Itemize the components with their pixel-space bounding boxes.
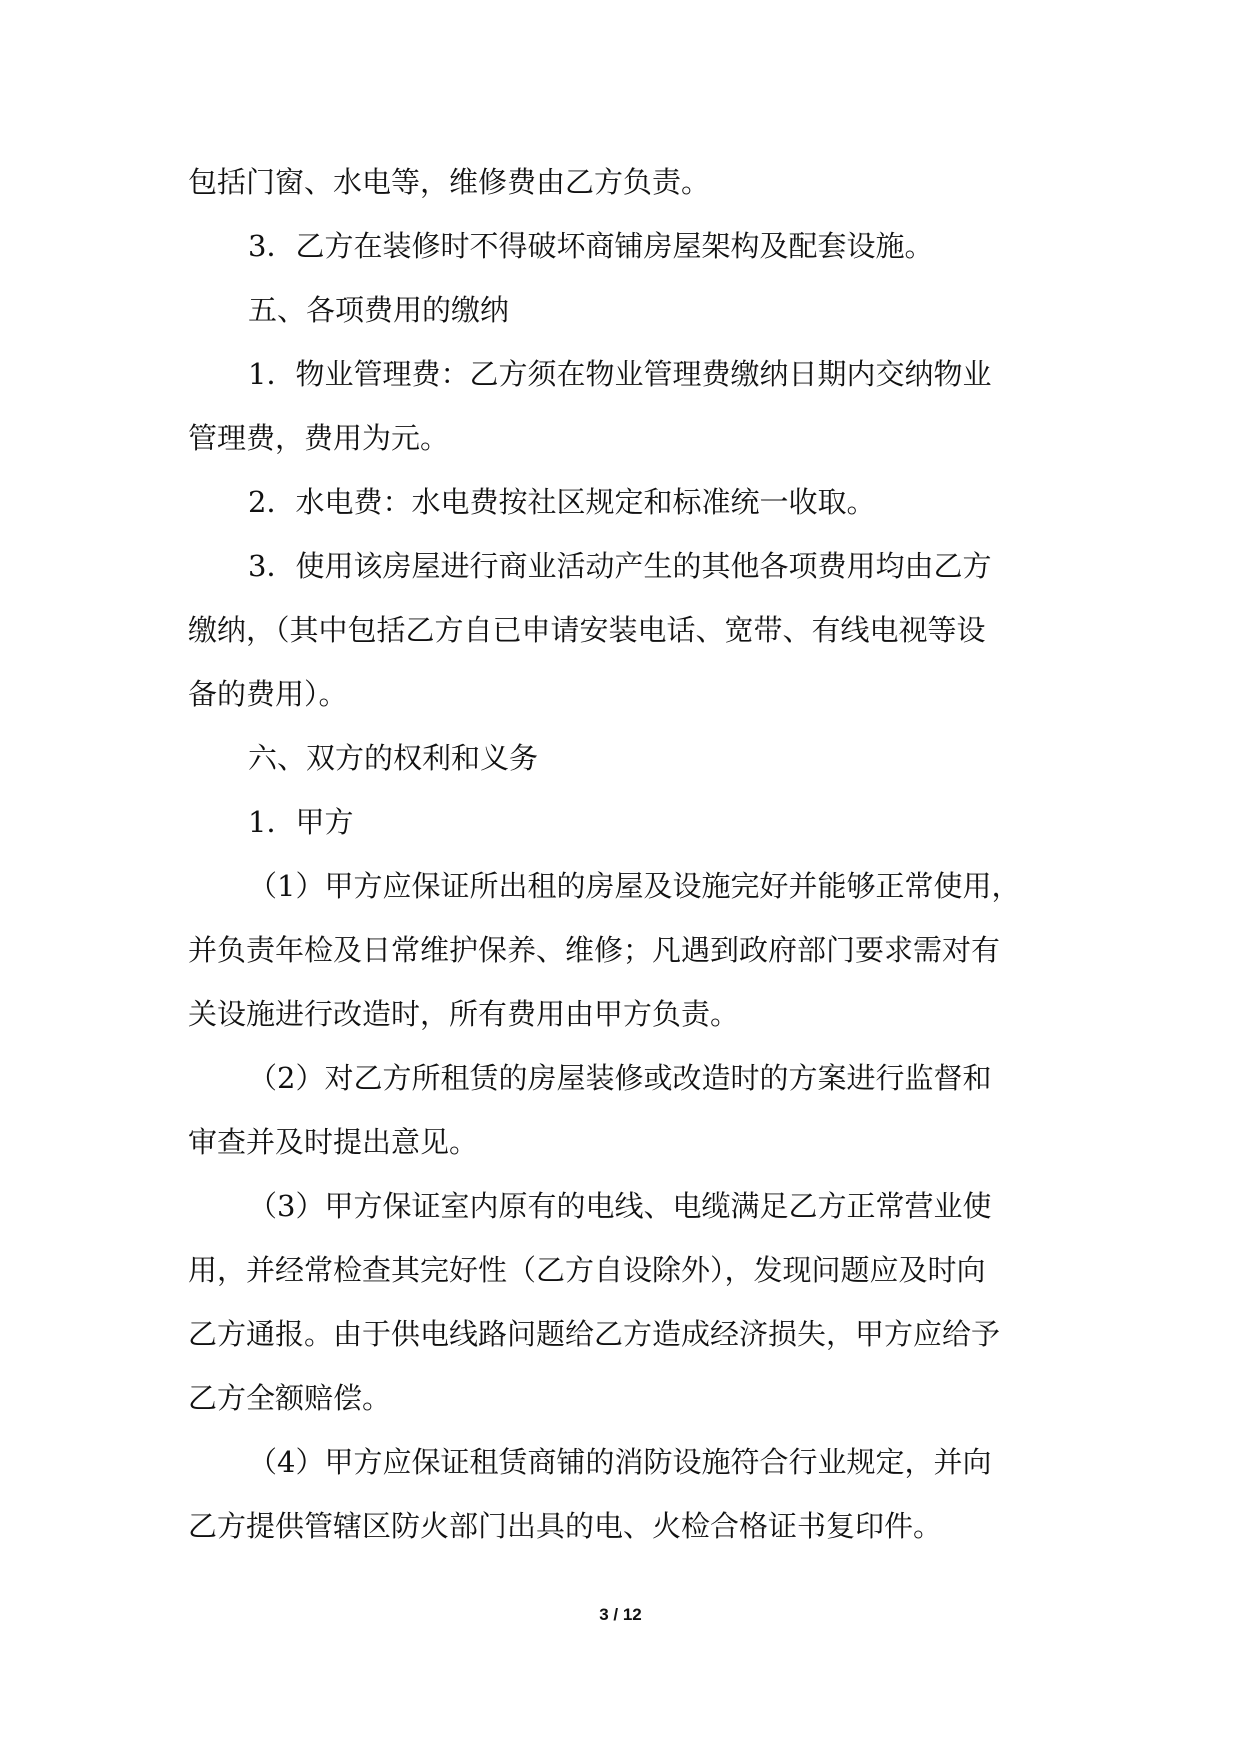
text-line: 审查并及时提出意见。 <box>188 1125 479 1159</box>
document-body <box>188 150 1068 1558</box>
text-line: 乙方通报。由于供电线路问题给乙方造成经济损失，甲方应给予 <box>188 1317 1001 1351</box>
text-line: （3）甲方保证室内原有的电线、电缆满足乙方正常营业使 <box>248 1189 992 1223</box>
text-line: 3．使用该房屋进行商业活动产生的其他各项费用均由乙方 <box>248 549 992 583</box>
text-line: 乙方提供管辖区防火部门出具的电、火检合格证书复印件。 <box>188 1509 943 1543</box>
subsection-heading: 1．甲方 <box>248 805 354 839</box>
text-line: 2．水电费：水电费按社区规定和标准统一收取。 <box>248 485 876 519</box>
text-line: 管理费，费用为元。 <box>188 421 450 455</box>
text-line: 缴纳，（其中包括乙方自已申请安装电话、宽带、有线电视等设 <box>188 613 986 647</box>
text-line: （2）对乙方所租赁的房屋装修或改造时的方案进行监督和 <box>248 1061 992 1095</box>
text-line: 乙方全额赔偿。 <box>188 1381 392 1415</box>
text-line: （1）甲方应保证所出租的房屋及设施完好并能够正常使用， <box>248 869 1021 903</box>
text-line: （4）甲方应保证租赁商铺的消防设施符合行业规定，并向 <box>248 1445 992 1479</box>
page-number: 3 / 12 <box>599 1605 642 1624</box>
text-line: 用，并经常检查其完好性（乙方自设除外），发现问题应及时向 <box>188 1253 986 1287</box>
text-line: 包括门窗、水电等，维修费由乙方负责。 <box>188 165 711 199</box>
text-line: 关设施进行改造时，所有费用由甲方负责。 <box>188 997 740 1031</box>
text-line: 并负责年检及日常维护保养、维修；凡遇到政府部门要求需对有 <box>188 933 1001 967</box>
text-line: 3．乙方在装修时不得破坏商铺房屋架构及配套设施。 <box>248 229 934 263</box>
section-heading: 五、各项费用的缴纳 <box>248 293 510 327</box>
text-line: 1．物业管理费：乙方须在物业管理费缴纳日期内交纳物业 <box>248 357 992 391</box>
section-heading: 六、双方的权利和义务 <box>248 741 539 775</box>
text-line: 备的费用）。 <box>188 677 348 711</box>
